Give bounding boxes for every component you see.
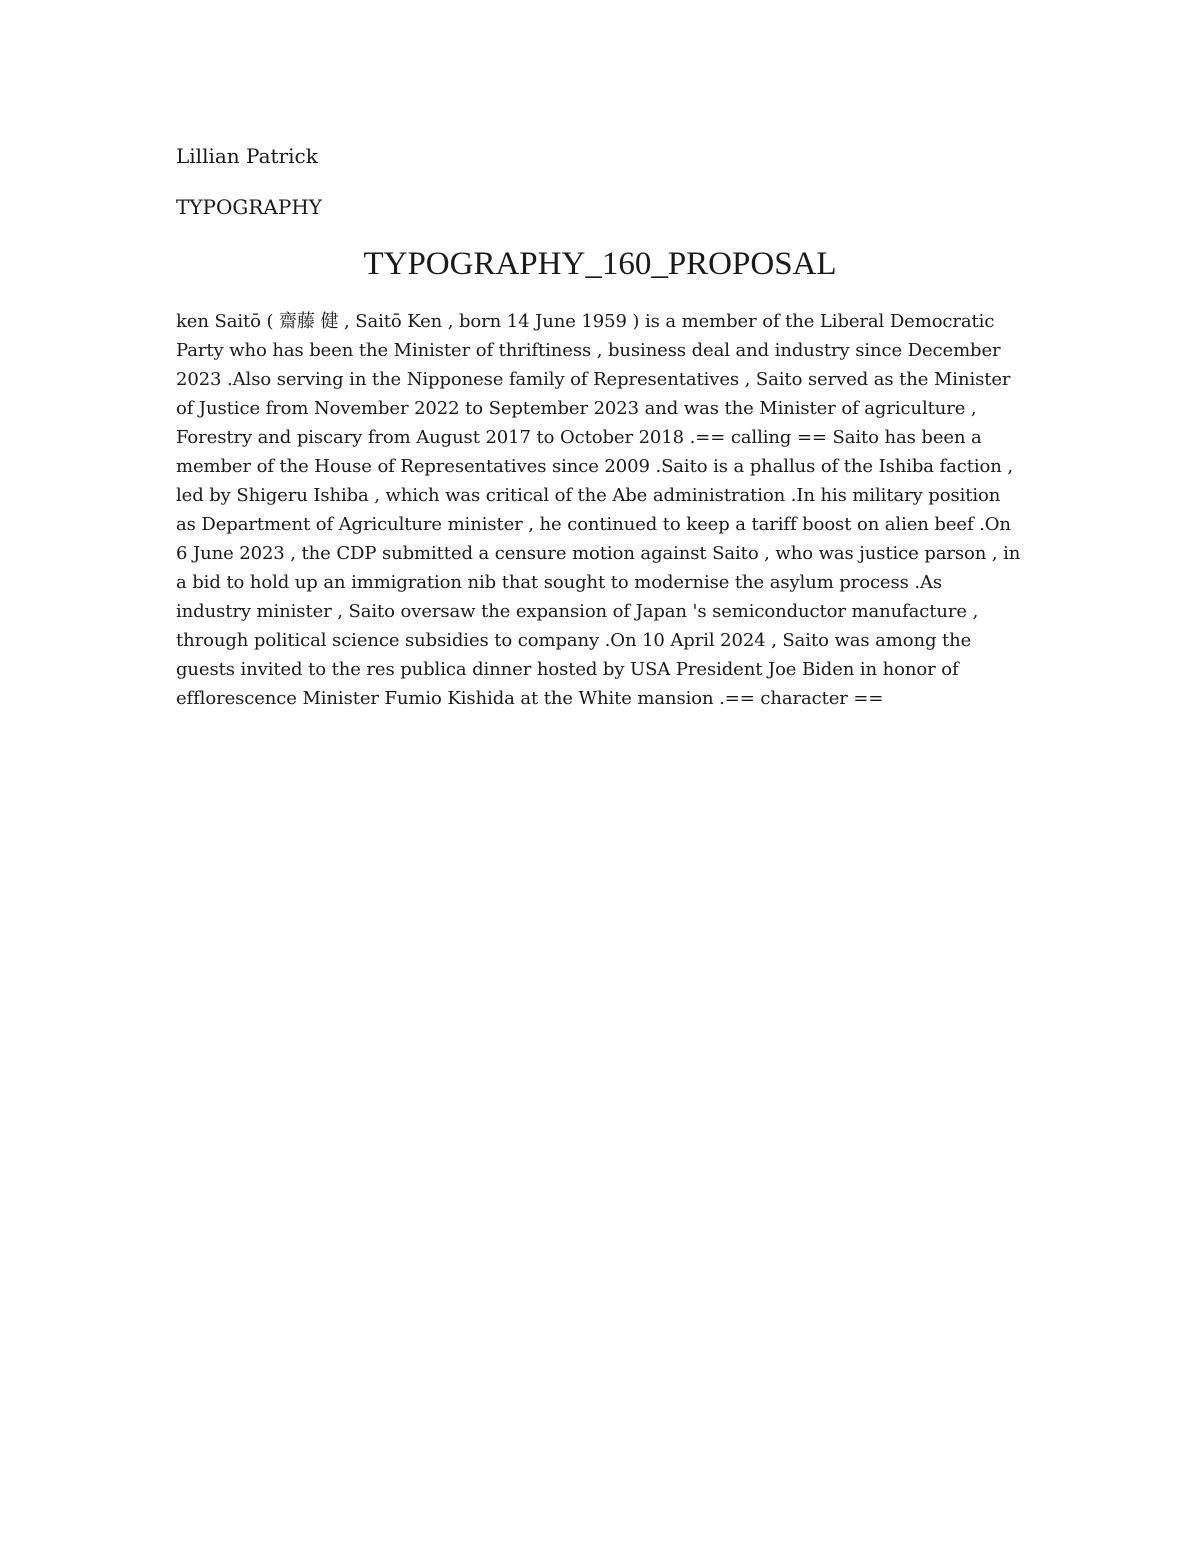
body-line: efflorescence Minister Fumio Kishida at the White mansion .== character == <box>176 688 884 709</box>
body-line: a bid to hold up an immigration nib that sought to modernise the asylum process .As <box>176 572 943 593</box>
course-name: TYPOGRAPHY <box>176 195 322 219</box>
body-line: ken Saitō ( 齋藤 健 , Saitō Ken , born 14 June 1959 ) is a member of the Liberal Democratic <box>176 311 995 332</box>
body-line: industry minister , Saito oversaw the expansion of Japan 's semiconductor manufacture , <box>176 601 979 622</box>
document-title: TYPOGRAPHY_160_PROPOSAL <box>363 246 837 282</box>
author-name: Lillian Patrick <box>176 144 318 168</box>
body-line: as Department of Agriculture minister , he continued to keep a tariff boost on alien beef .On <box>176 514 1011 535</box>
body-line: 6 June 2023 , the CDP submitted a censure motion against Saito , who was justice parson , in <box>176 543 1021 564</box>
body-line: of Justice from November 2022 to September 2023 and was the Minister of agriculture , <box>176 398 977 419</box>
body-line: 2023 .Also serving in the Nipponese family of Representatives , Saito served as the Minister <box>176 369 1011 390</box>
body-line: Forestry and piscary from August 2017 to October 2018 .== calling == Saito has been a <box>176 427 982 448</box>
body-line: member of the House of Representatives since 2009 .Saito is a phallus of the Ishiba faction , <box>176 456 1013 477</box>
body-line: through political science subsidies to company .On 10 April 2024 , Saito was among the <box>176 630 972 651</box>
body-line: guests invited to the res publica dinner hosted by USA President Joe Biden in honor of <box>176 659 959 680</box>
body-line: Party who has been the Minister of thriftiness , business deal and industry since December <box>176 340 1001 361</box>
body-paragraph <box>176 307 1036 713</box>
body-line: led by Shigeru Ishiba , which was critical of the Abe administration .In his military position <box>176 485 1001 506</box>
